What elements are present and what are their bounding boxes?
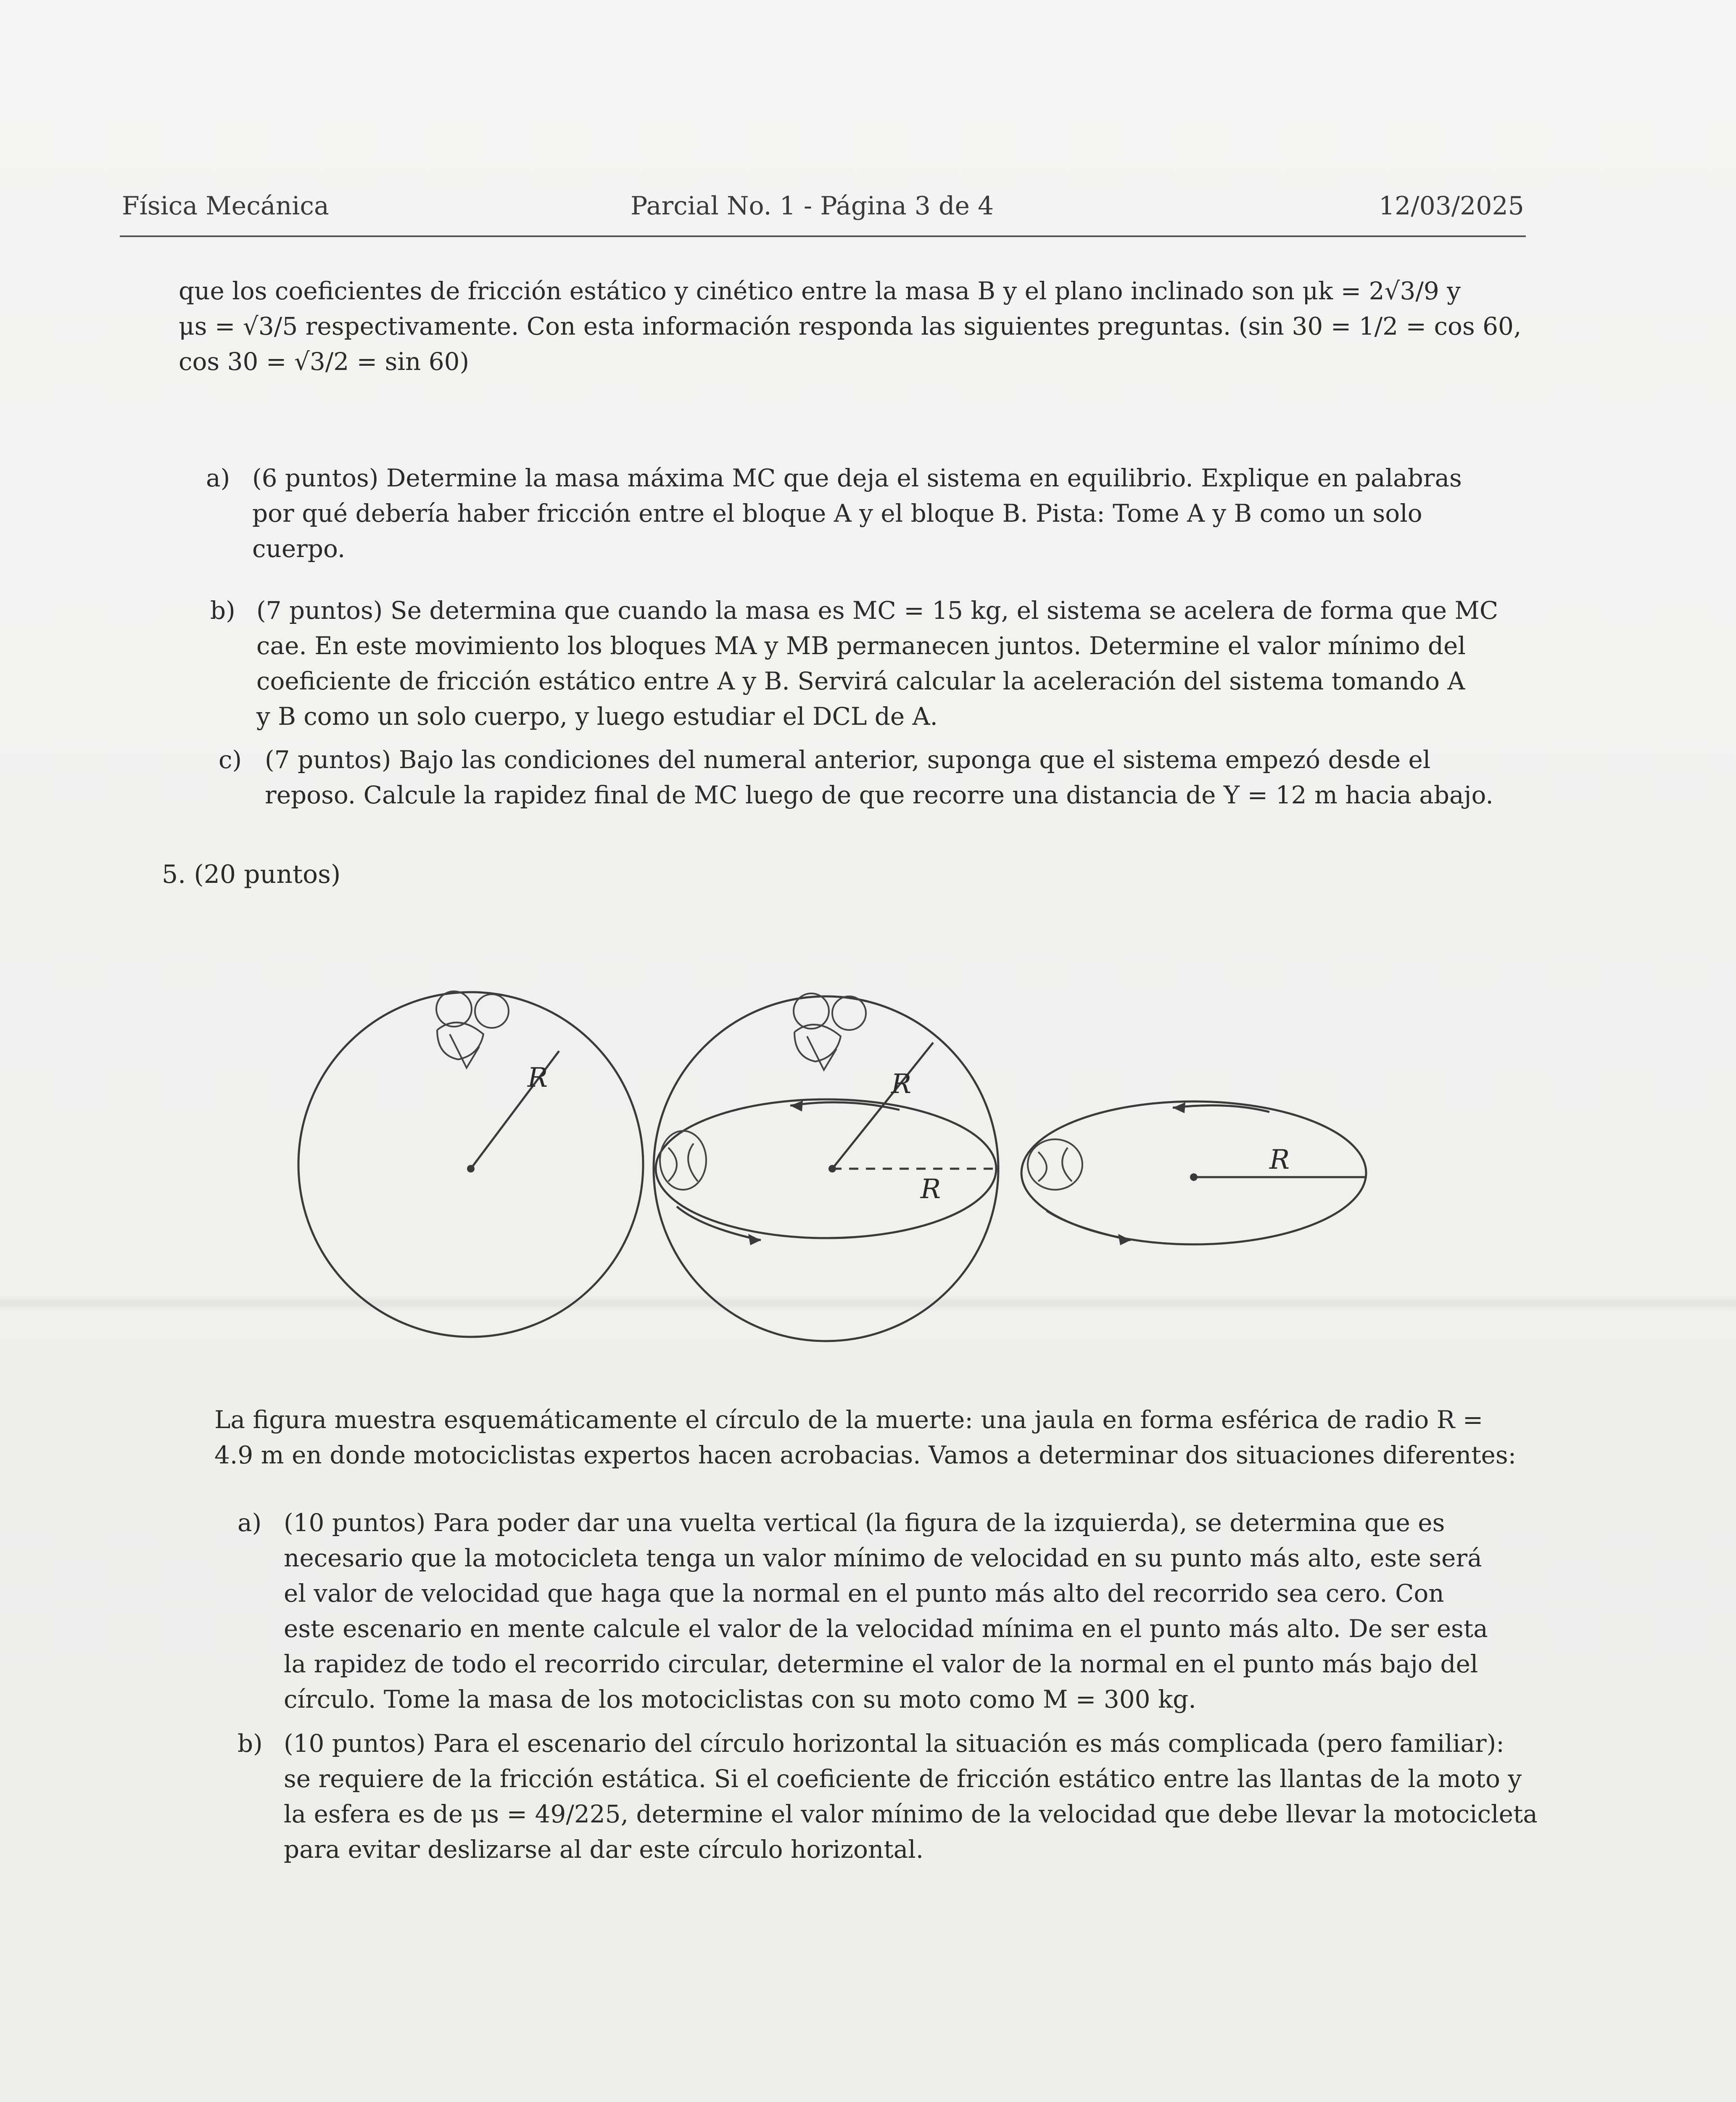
problem5-intro	[214, 1402, 1534, 1473]
header-rule	[120, 235, 1526, 237]
item-line: (7 puntos) Se determina que cuando la masa es MC = 15 kg, el sistema se acelera de forma que MC	[256, 596, 1499, 625]
item-label: a)	[237, 1508, 262, 1537]
motorcyclist-icon	[1028, 1139, 1082, 1190]
center-dot	[1190, 1173, 1198, 1181]
horizontal-loop-ellipse	[656, 1099, 996, 1238]
center-dot	[828, 1165, 836, 1172]
motorcyclist-icon	[436, 991, 509, 1068]
item-line: reposo. Calcule la rapidez final de MC luego de que recorre una distancia de Y = 12 m hacia abajo.	[265, 781, 1493, 809]
item-line: se requiere de la fricción estática. Si el coeficiente de fricción estático entre las llantas de la moto y	[284, 1764, 1522, 1793]
item-line: este escenario en mente calcule el valor de la velocidad mínima en el punto más alto. De ser esta	[284, 1614, 1488, 1643]
item-label: b)	[210, 596, 235, 625]
item-line: círculo. Tome la masa de los motociclistas con su moto como M = 300 kg.	[284, 1685, 1196, 1714]
item-line: coeficiente de fricción estático entre A y B. Servirá calcular la aceleración del sistema tomando A	[256, 667, 1465, 695]
item-line: para evitar deslizarse al dar este círculo horizontal.	[284, 1835, 924, 1864]
circle-of-death-figure	[290, 971, 1396, 1349]
item-line: (10 puntos) Para poder dar una vuelta vertical (la figura de la izquierda), se determina que es	[284, 1508, 1445, 1537]
problem5-title: 5. (20 puntos)	[162, 860, 341, 889]
problem4-intro	[179, 273, 1524, 379]
radius-label: R	[891, 1069, 912, 1100]
intro-line: 4.9 m en donde motociclistas expertos hacen acrobacias. Vamos a determinar dos situaciones diferentes:	[214, 1441, 1517, 1469]
item-line: y B como un solo cuerpo, y luego estudiar el DCL de A.	[256, 702, 938, 731]
item-line: (10 puntos) Para el escenario del círculo horizontal la situación es más complicada (pero familiar):	[284, 1729, 1504, 1758]
item-line: por qué debería haber fricción entre el bloque A y el bloque B. Pista: Tome A y B como un solo	[252, 499, 1422, 528]
item-label: a)	[206, 464, 230, 492]
arrowhead-icon	[1118, 1234, 1131, 1245]
arrowhead-icon	[748, 1234, 761, 1245]
arrowhead-icon	[1173, 1102, 1185, 1113]
intro-line: μs = √3/5 respectivamente. Con esta información responda las siguientes preguntas. (sin 30 = 1/2 = cos 60,	[179, 312, 1522, 341]
paper-fold	[0, 1295, 1736, 1312]
intro-line: La figura muestra esquemáticamente el círculo de la muerte: una jaula en forma esférica de radio R =	[214, 1405, 1483, 1434]
radius-label: R	[1269, 1144, 1290, 1175]
item-line: cae. En este movimiento los bloques MA y MB permanecen juntos. Determine el valor mínimo del	[256, 631, 1466, 660]
header-exam: Parcial No. 1 - Página 3 de 4	[631, 191, 994, 221]
intro-line: que los coeficientes de fricción estático y cinético entre la masa B y el plano inclinado son μk = 2√3/9 y	[179, 277, 1461, 305]
header-course: Física Mecánica	[122, 191, 329, 221]
center-dot	[467, 1165, 475, 1172]
item-line: la esfera es de μs = 49/225, determine el valor mínimo de la velocidad que debe llevar la motocicleta	[284, 1800, 1538, 1828]
item-line: (7 puntos) Bajo las condiciones del numeral anterior, suponga que el sistema empezó desde el	[265, 745, 1431, 774]
motion-arrow-path	[1047, 1211, 1131, 1240]
arrowhead-icon	[790, 1101, 803, 1112]
radius-label: R	[528, 1062, 548, 1093]
item-line: el valor de velocidad que haga que la normal en el punto más alto del recorrido sea cero. Con	[284, 1579, 1444, 1608]
header-date: 12/03/2025	[1379, 191, 1524, 221]
motorcyclist-icon	[794, 993, 866, 1070]
item-line: necesario que la motocicleta tenga un valor mínimo de velocidad en su punto más alto, este será	[284, 1544, 1482, 1572]
motorcyclist-icon	[660, 1131, 706, 1190]
item-label: b)	[237, 1729, 263, 1758]
vertical-loop-circle	[298, 992, 643, 1337]
item-label: c)	[219, 745, 242, 774]
radius-label: R	[921, 1174, 941, 1205]
item-line: (6 puntos) Determine la masa máxima MC que deja el sistema en equilibrio. Explique en palabras	[252, 464, 1462, 492]
item-line: cuerpo.	[252, 534, 346, 563]
intro-line: cos 30 = √3/2 = sin 60)	[179, 347, 470, 376]
item-line: la rapidez de todo el recorrido circular, determine el valor de la normal en el punto más bajo del	[284, 1650, 1478, 1678]
